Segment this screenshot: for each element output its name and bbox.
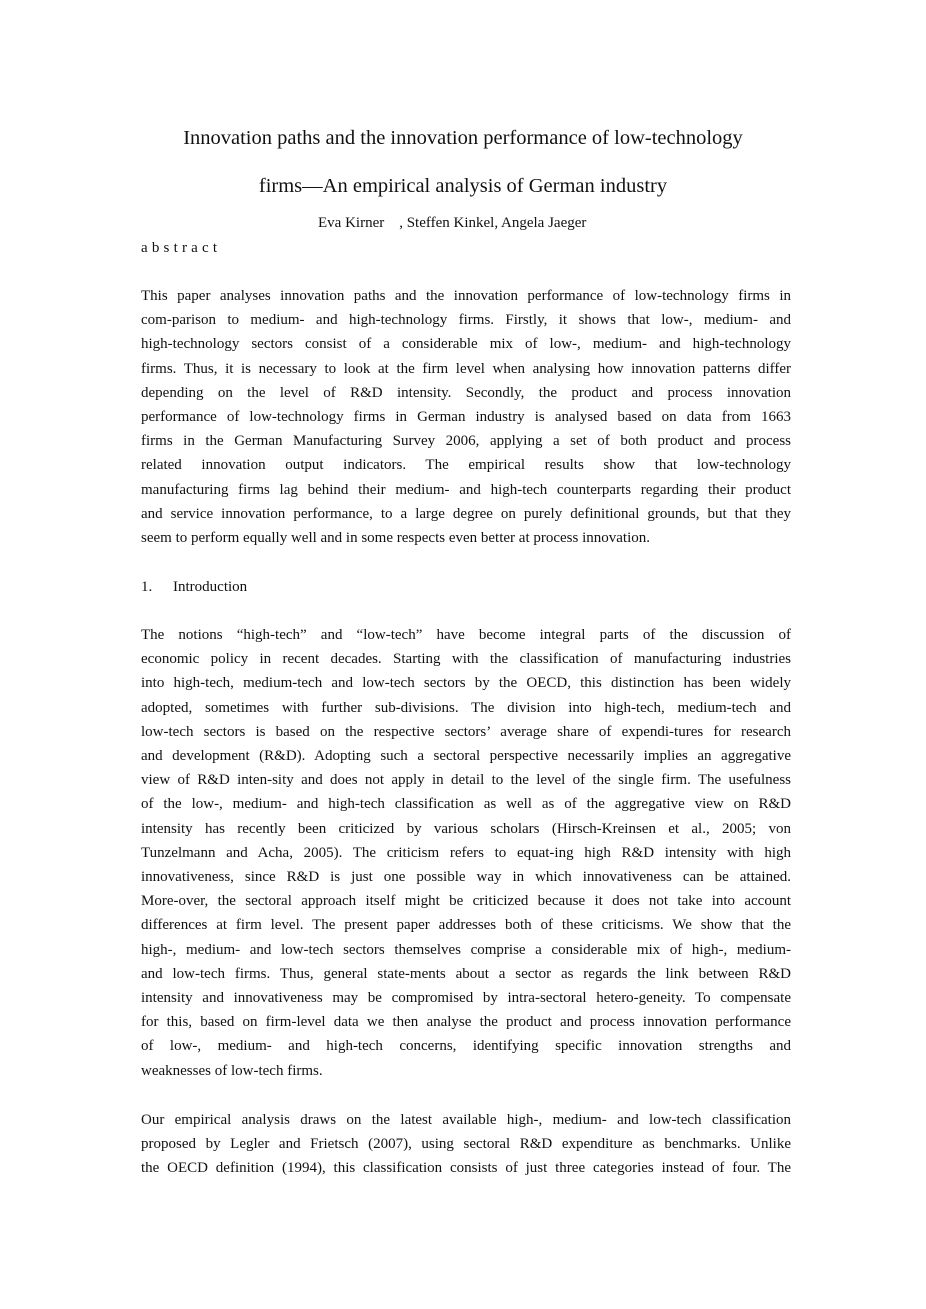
section-title: Introduction: [173, 579, 248, 595]
text-line: Tunzelmann and Acha, 2005). The criticism refers to equat-ing high R&D intensity with high: [141, 844, 791, 861]
paper-title: [0, 114, 926, 210]
text-line: This paper analyses innovation paths and the innovation performance of low-technology firms in: [141, 288, 791, 304]
abstract-text: [141, 284, 791, 550]
section-number: 1.: [141, 579, 153, 595]
text-line: related innovation output indicators. The empirical results show that low-technology: [141, 457, 791, 474]
intro-paragraph-1: [141, 623, 791, 1083]
section-heading: [141, 575, 791, 599]
text-line: The notions “high-tech” and “low-tech” have become integral parts of the discussion of: [141, 627, 791, 643]
text-line: for this, based on firm-level data we then analyse the product and process innovation performance: [141, 1014, 791, 1031]
text-line: intensity has recently been criticized by various scholars (Hirsch-Kreinsen et al., 2005; von: [141, 820, 791, 837]
text-line: high-, medium- and low-tech sectors themselves comprise a considerable mix of high-, medium-: [141, 941, 791, 958]
text-line: performance of low-technology firms in German industry is analysed based on data from 1663: [141, 409, 791, 426]
text-line: seem to perform equally well and in some respects even better at process innovation.: [141, 530, 651, 547]
text-line: weaknesses of low-tech firms.: [141, 1062, 323, 1079]
text-line: proposed by Legler and Frietsch (2007), using sectoral R&D expenditure as benchmarks. Unlike: [141, 1136, 791, 1153]
text-line: innovativeness, since R&D is just one possible way in which innovativeness can be attained.: [141, 869, 791, 886]
text-line: and service innovation performance, to a large degree on purely definitional grounds, but that they: [141, 505, 791, 522]
text-line: intensity and innovativeness may be compromised by intra-sectoral hetero-geneity. To compensate: [141, 990, 791, 1007]
text-line: into high-tech, medium-tech and low-tech sectors by the OECD, this distinction has been widely: [141, 675, 791, 692]
intro-paragraph-2: [141, 1108, 791, 1181]
text-line: of the low-, medium- and high-tech classification as well as of the aggregative view on R&D: [141, 796, 791, 813]
text-line: manufacturing firms lag behind their medium- and high-tech counterparts regarding their product: [141, 481, 791, 498]
text-line: economic policy in recent decades. Starting with the classification of manufacturing industries: [141, 651, 791, 668]
text-line: high-technology sectors consist of a considerable mix of low-, medium- and high-technology: [141, 336, 791, 353]
text-line: depending on the level of R&D intensity. Secondly, the product and process innovation: [141, 384, 791, 401]
text-line: firms in the German Manufacturing Survey 2006, applying a set of both product and process: [141, 433, 791, 450]
text-line: Our empirical analysis draws on the latest available high-, medium- and low-tech classification: [141, 1112, 791, 1128]
text-line: and development (R&D). Adopting such a sectoral perspective necessarily implies an aggregative: [141, 748, 791, 765]
author-list: Eva Kirner , Steffen Kinkel, Angela Jaeger: [318, 215, 587, 231]
text-line: differences at firm level. The present paper addresses both of these criticisms. We show that the: [141, 917, 791, 934]
text-line: the OECD definition (1994), this classification consists of just three categories instead of four. The: [141, 1160, 791, 1177]
text-line: com-parison to medium- and high-technology firms. Firstly, it shows that low-, medium- and: [141, 312, 791, 329]
text-line: of low-, medium- and high-tech concerns, identifying specific innovation strengths and: [141, 1038, 791, 1055]
text-line: view of R&D inten-sity and does not apply in detail to the level of the single firm. The usefulness: [141, 772, 791, 789]
title-line-2: firms—An empirical analysis of German industry: [258, 175, 668, 197]
text-line: low-tech sectors is based on the respective sectors’ average share of expendi-tures for research: [141, 723, 791, 740]
title-line-1: Innovation paths and the innovation performance of low-technology: [183, 127, 743, 149]
text-line: More-over, the sectoral approach itself might be criticized because it does not take into account: [141, 893, 791, 910]
text-line: adopted, sometimes with further sub-divisions. The division into high-tech, medium-tech and: [141, 699, 791, 716]
abstract-heading: abstract: [141, 240, 222, 256]
text-line: and low-tech firms. Thus, general state-ments about a sector as regards the link between R&D: [141, 965, 791, 982]
text-line: firms. Thus, it is necessary to look at the firm level when analysing how innovation patterns differ: [141, 360, 791, 377]
